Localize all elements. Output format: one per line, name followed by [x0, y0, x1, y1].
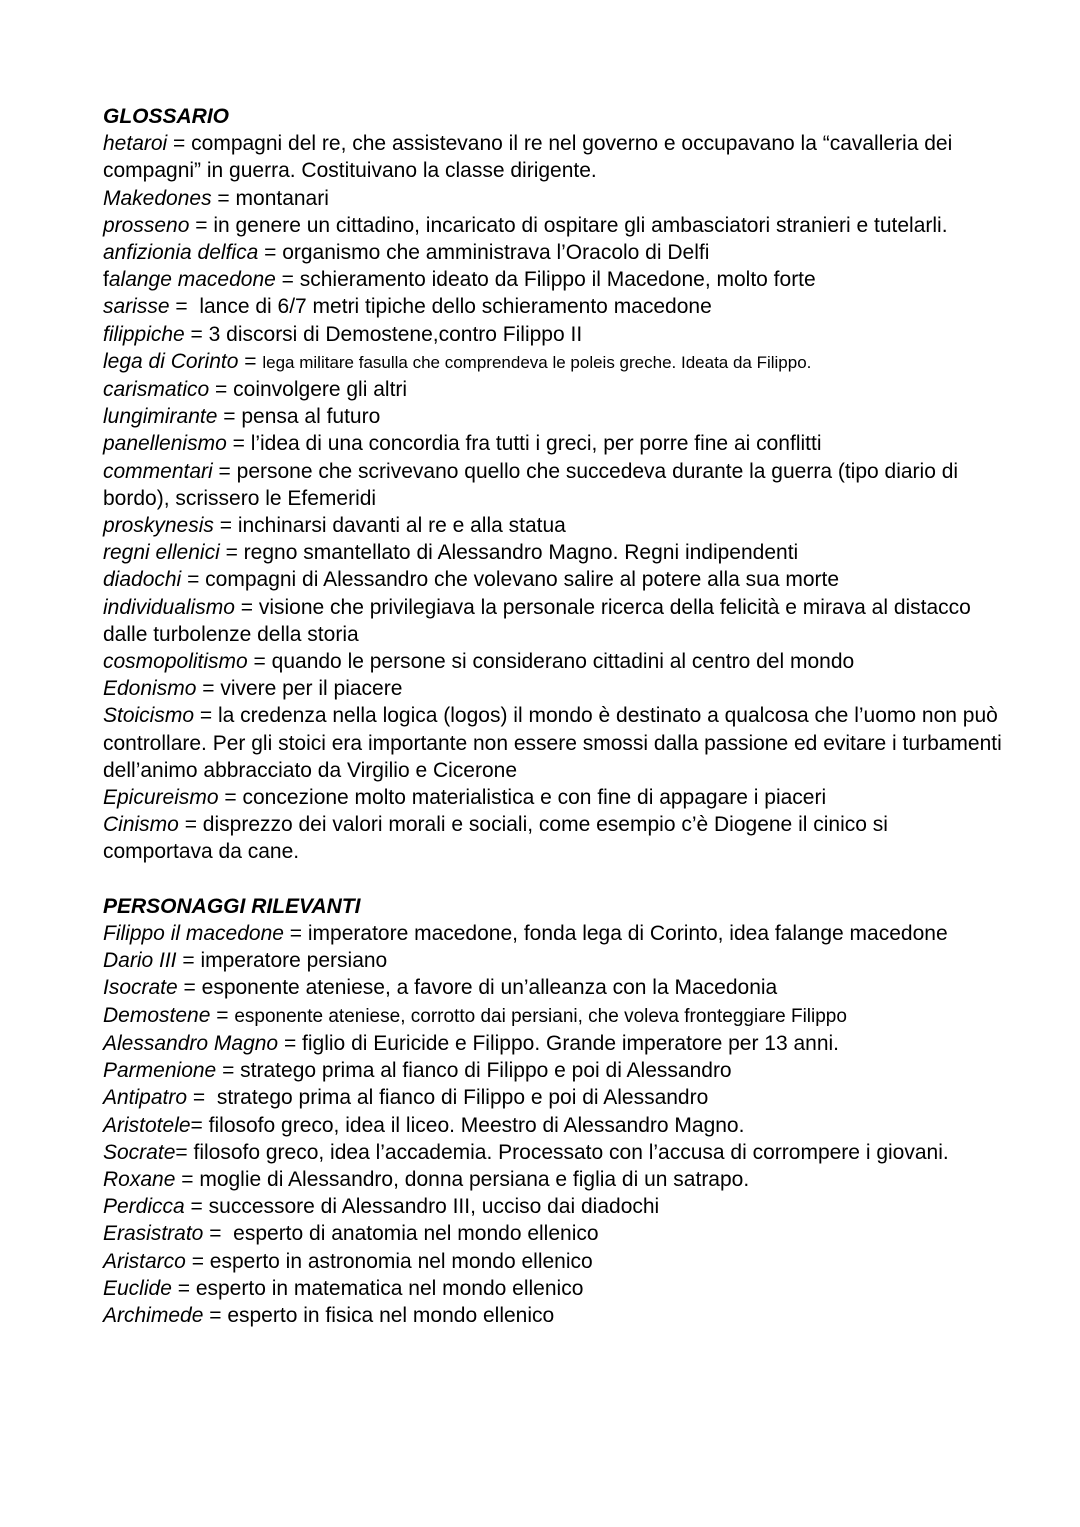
definition: 3 discorsi di Demostene,contro Filippo II — [208, 322, 583, 346]
term: Erasistrato — [103, 1222, 204, 1246]
separator: = — [212, 459, 237, 483]
definition: filosofo greco, idea il liceo. Meestro di Alessandro Magno. — [208, 1113, 745, 1137]
definition: schieramento ideato da Filippo il Macedone, molto forte — [299, 268, 816, 292]
term: carismatico — [103, 378, 210, 402]
glossary-entry — [103, 430, 1003, 457]
character-entry — [103, 1166, 1003, 1193]
character-entry — [103, 1057, 1003, 1084]
term: lungimirante — [103, 405, 218, 429]
definition: la credenza nella logica (logos) il mondo è destinato a qualcosa che l’uomo non può controllare. Per gli stoici era importante non essere smossi dalla passione ed evitare i turbamenti dell’animo abbracciato da Virgilio e Cicerone — [103, 704, 1002, 782]
definition: stratego prima al fianco di Filippo e poi di Alessandro — [240, 1059, 732, 1083]
definition: esperto in matematica nel mondo ellenico — [195, 1276, 584, 1300]
term: Cinismo — [103, 813, 179, 837]
definition: organismo che amministrava l’Oracolo di Delfi — [282, 241, 710, 265]
separator: = — [203, 1303, 228, 1327]
glossary-entry — [103, 811, 1003, 865]
glossary-entry — [103, 458, 1003, 512]
separator: = — [275, 268, 300, 292]
separator: = — [219, 541, 244, 565]
term: filippiche — [103, 322, 185, 346]
separator: = — [187, 1086, 217, 1110]
separator: = — [190, 1113, 209, 1137]
character-entry — [103, 1275, 1003, 1302]
glossary-entry — [103, 784, 1003, 811]
term: Euclide — [103, 1276, 172, 1300]
definition: pensa al futuro — [241, 405, 381, 429]
separator: = — [194, 704, 218, 728]
definition: lance di 6/7 metri tipiche dello schieramento macedone — [199, 295, 712, 319]
definition: concezione molto materialistica e con fine di appagare i piaceri — [242, 786, 827, 810]
definition: compagni del re, che assistevano il re nel governo e occupavano la “cavalleria dei compagni” in guerra. Costituivano la classe dirigente. — [103, 132, 953, 183]
glossary-entry — [103, 566, 1003, 593]
glossary-entry — [103, 293, 1003, 320]
term: Perdicca — [103, 1195, 185, 1219]
definition: l’idea di una concordia fra tutti i greci, per porre fine ai conflitti — [250, 432, 822, 456]
definition: in genere un cittadino, incaricato di ospitare gli ambasciatori stranieri e tutelarli. — [213, 213, 948, 237]
definition: esperto in fisica nel mondo ellenico — [227, 1303, 555, 1327]
glossary-entry — [103, 348, 1003, 376]
glossary-entry — [103, 403, 1003, 430]
separator: = — [234, 595, 259, 619]
definition: coinvolgere gli altri — [233, 378, 408, 402]
term: individualismo — [103, 595, 235, 619]
term: sarisse — [103, 295, 170, 319]
term: Epicureismo — [103, 786, 219, 810]
glossary-entry — [103, 512, 1003, 539]
separator: = — [176, 949, 201, 973]
term: regni ellenici — [103, 541, 220, 565]
separator: = — [177, 976, 202, 1000]
glossary-entry — [103, 266, 1003, 293]
term: Alessandro Magno — [103, 1031, 279, 1055]
character-entry — [103, 1030, 1003, 1057]
document-page — [103, 103, 1003, 1329]
glossary-entry — [103, 185, 1003, 212]
term: prosseno — [103, 213, 190, 237]
separator: = — [181, 568, 206, 592]
separator: = — [209, 378, 234, 402]
definition: visione che privilegiava la personale ricerca della felicità e mirava al distacco dalle turbolenze della storia — [103, 595, 971, 646]
term-prefix: f — [103, 268, 109, 292]
definition: moglie di Alessandro, donna persiana e figlia di un satrapo. — [199, 1167, 750, 1191]
term: Edonismo — [103, 677, 197, 701]
separator: = — [210, 1003, 235, 1027]
separator: = — [217, 405, 242, 429]
separator: = — [258, 241, 283, 265]
separator: = — [178, 813, 203, 837]
character-entry — [103, 1112, 1003, 1139]
separator: = — [184, 1195, 209, 1219]
separator: = — [196, 677, 221, 701]
definition: stratego prima al fianco di Filippo e poi di Alessandro — [216, 1086, 709, 1110]
term: Stoicismo — [103, 704, 195, 728]
separator: = — [184, 322, 209, 346]
definition: figlio di Euricide e Filippo. Grande imperatore per 13 anni. — [302, 1031, 840, 1055]
glossary-list — [103, 130, 1003, 865]
character-entry — [103, 974, 1003, 1001]
definition: filosofo greco, idea l’accademia. Processato con l’accusa di corrompere i giovani. — [193, 1140, 949, 1164]
definition: disprezzo dei valori morali e sociali, come esempio c’è Diogene il cinico si comportava da cane. — [103, 813, 888, 864]
term: Demostene — [103, 1003, 211, 1027]
separator: = — [175, 1140, 194, 1164]
definition: quando le persone si considerano cittadini al centro del mondo — [271, 650, 855, 674]
definition: imperatore macedone, fonda lega di Corinto, idea falange macedone — [307, 922, 948, 946]
definition: compagni di Alessandro che volevano salire al potere alla sua morte — [205, 568, 840, 592]
character-entry — [103, 1002, 1003, 1030]
character-entry — [103, 1193, 1003, 1220]
definition: successore di Alessandro III, ucciso dai diadochi — [208, 1195, 660, 1219]
definition: esperto in astronomia nel mondo ellenico — [209, 1249, 593, 1273]
term: Socrate — [103, 1140, 176, 1164]
separator: = — [189, 213, 214, 237]
glossary-entry — [103, 321, 1003, 348]
definition: esperto di anatomia nel mondo ellenico — [233, 1222, 599, 1246]
term: hetaroi — [103, 132, 168, 156]
term: Isocrate — [103, 976, 178, 1000]
characters-title: PERSONAGGI RILEVANTI — [103, 894, 361, 918]
definition: inchinarsi davanti al re e alla statua — [237, 514, 566, 538]
separator: = — [278, 1031, 303, 1055]
definition: vivere per il piacere — [220, 677, 403, 701]
separator: = — [185, 1249, 210, 1273]
glossary-entry — [103, 675, 1003, 702]
separator: = — [169, 295, 200, 319]
term: Parmenione — [103, 1059, 217, 1083]
glossary-entry — [103, 239, 1003, 266]
term: panellenismo — [103, 432, 227, 456]
separator: = — [203, 1222, 234, 1246]
term: Aristotele — [103, 1113, 191, 1137]
term: Makedones — [103, 186, 212, 210]
glossary-entry — [103, 594, 1003, 648]
definition: imperatore persiano — [200, 949, 388, 973]
character-entry — [103, 1139, 1003, 1166]
glossary-entry — [103, 130, 1003, 184]
separator: = — [175, 1167, 200, 1191]
glossary-entry — [103, 702, 1003, 784]
definition: lega militare fasulla che comprendeva le poleis greche. Ideata da Filippo. — [262, 352, 812, 372]
term: cosmopolitismo — [103, 650, 248, 674]
character-entry — [103, 1302, 1003, 1329]
characters-list — [103, 920, 1003, 1329]
separator: = — [238, 349, 263, 373]
character-entry — [103, 1084, 1003, 1111]
separator: = — [247, 650, 272, 674]
definition: esponente ateniese, a favore di un’alleanza con la Macedonia — [201, 976, 778, 1000]
character-entry — [103, 920, 1003, 947]
term: Filippo il macedone — [103, 922, 284, 946]
glossary-entry — [103, 212, 1003, 239]
separator: = — [171, 1276, 196, 1300]
glossary-title: GLOSSARIO — [103, 105, 230, 128]
term: proskynesis — [103, 514, 214, 538]
definition: montanari — [235, 186, 329, 210]
term: anfizionia delfica — [103, 241, 259, 265]
term: lega di Corinto — [103, 349, 239, 373]
term: Aristarco — [103, 1249, 186, 1273]
definition: persone che scrivevano quello che succedeva durante la guerra (tipo diario di bordo), scrissero le Efemeridi — [103, 459, 959, 510]
term: Antipatro — [103, 1086, 188, 1110]
character-entry — [103, 947, 1003, 974]
definition: esponente ateniese, corrotto dai persiani, che voleva fronteggiare Filippo — [234, 1005, 847, 1027]
character-entry — [103, 1220, 1003, 1247]
separator: = — [283, 922, 308, 946]
separator: = — [218, 786, 243, 810]
term: Roxane — [103, 1167, 176, 1191]
glossary-entry — [103, 376, 1003, 403]
term: alange macedone — [108, 268, 276, 292]
section-spacer — [103, 866, 1003, 893]
term: commentari — [103, 459, 213, 483]
separator: = — [167, 132, 192, 156]
term: Dario III — [103, 949, 177, 973]
glossary-entry — [103, 539, 1003, 566]
glossary-entry — [103, 648, 1003, 675]
term: diadochi — [103, 568, 182, 592]
definition: regno smantellato di Alessandro Magno. Regni indipendenti — [243, 541, 799, 565]
separator: = — [226, 432, 251, 456]
separator: = — [213, 514, 238, 538]
separator: = — [211, 186, 236, 210]
term: Archimede — [103, 1303, 204, 1327]
character-entry — [103, 1248, 1003, 1275]
separator: = — [216, 1059, 241, 1083]
